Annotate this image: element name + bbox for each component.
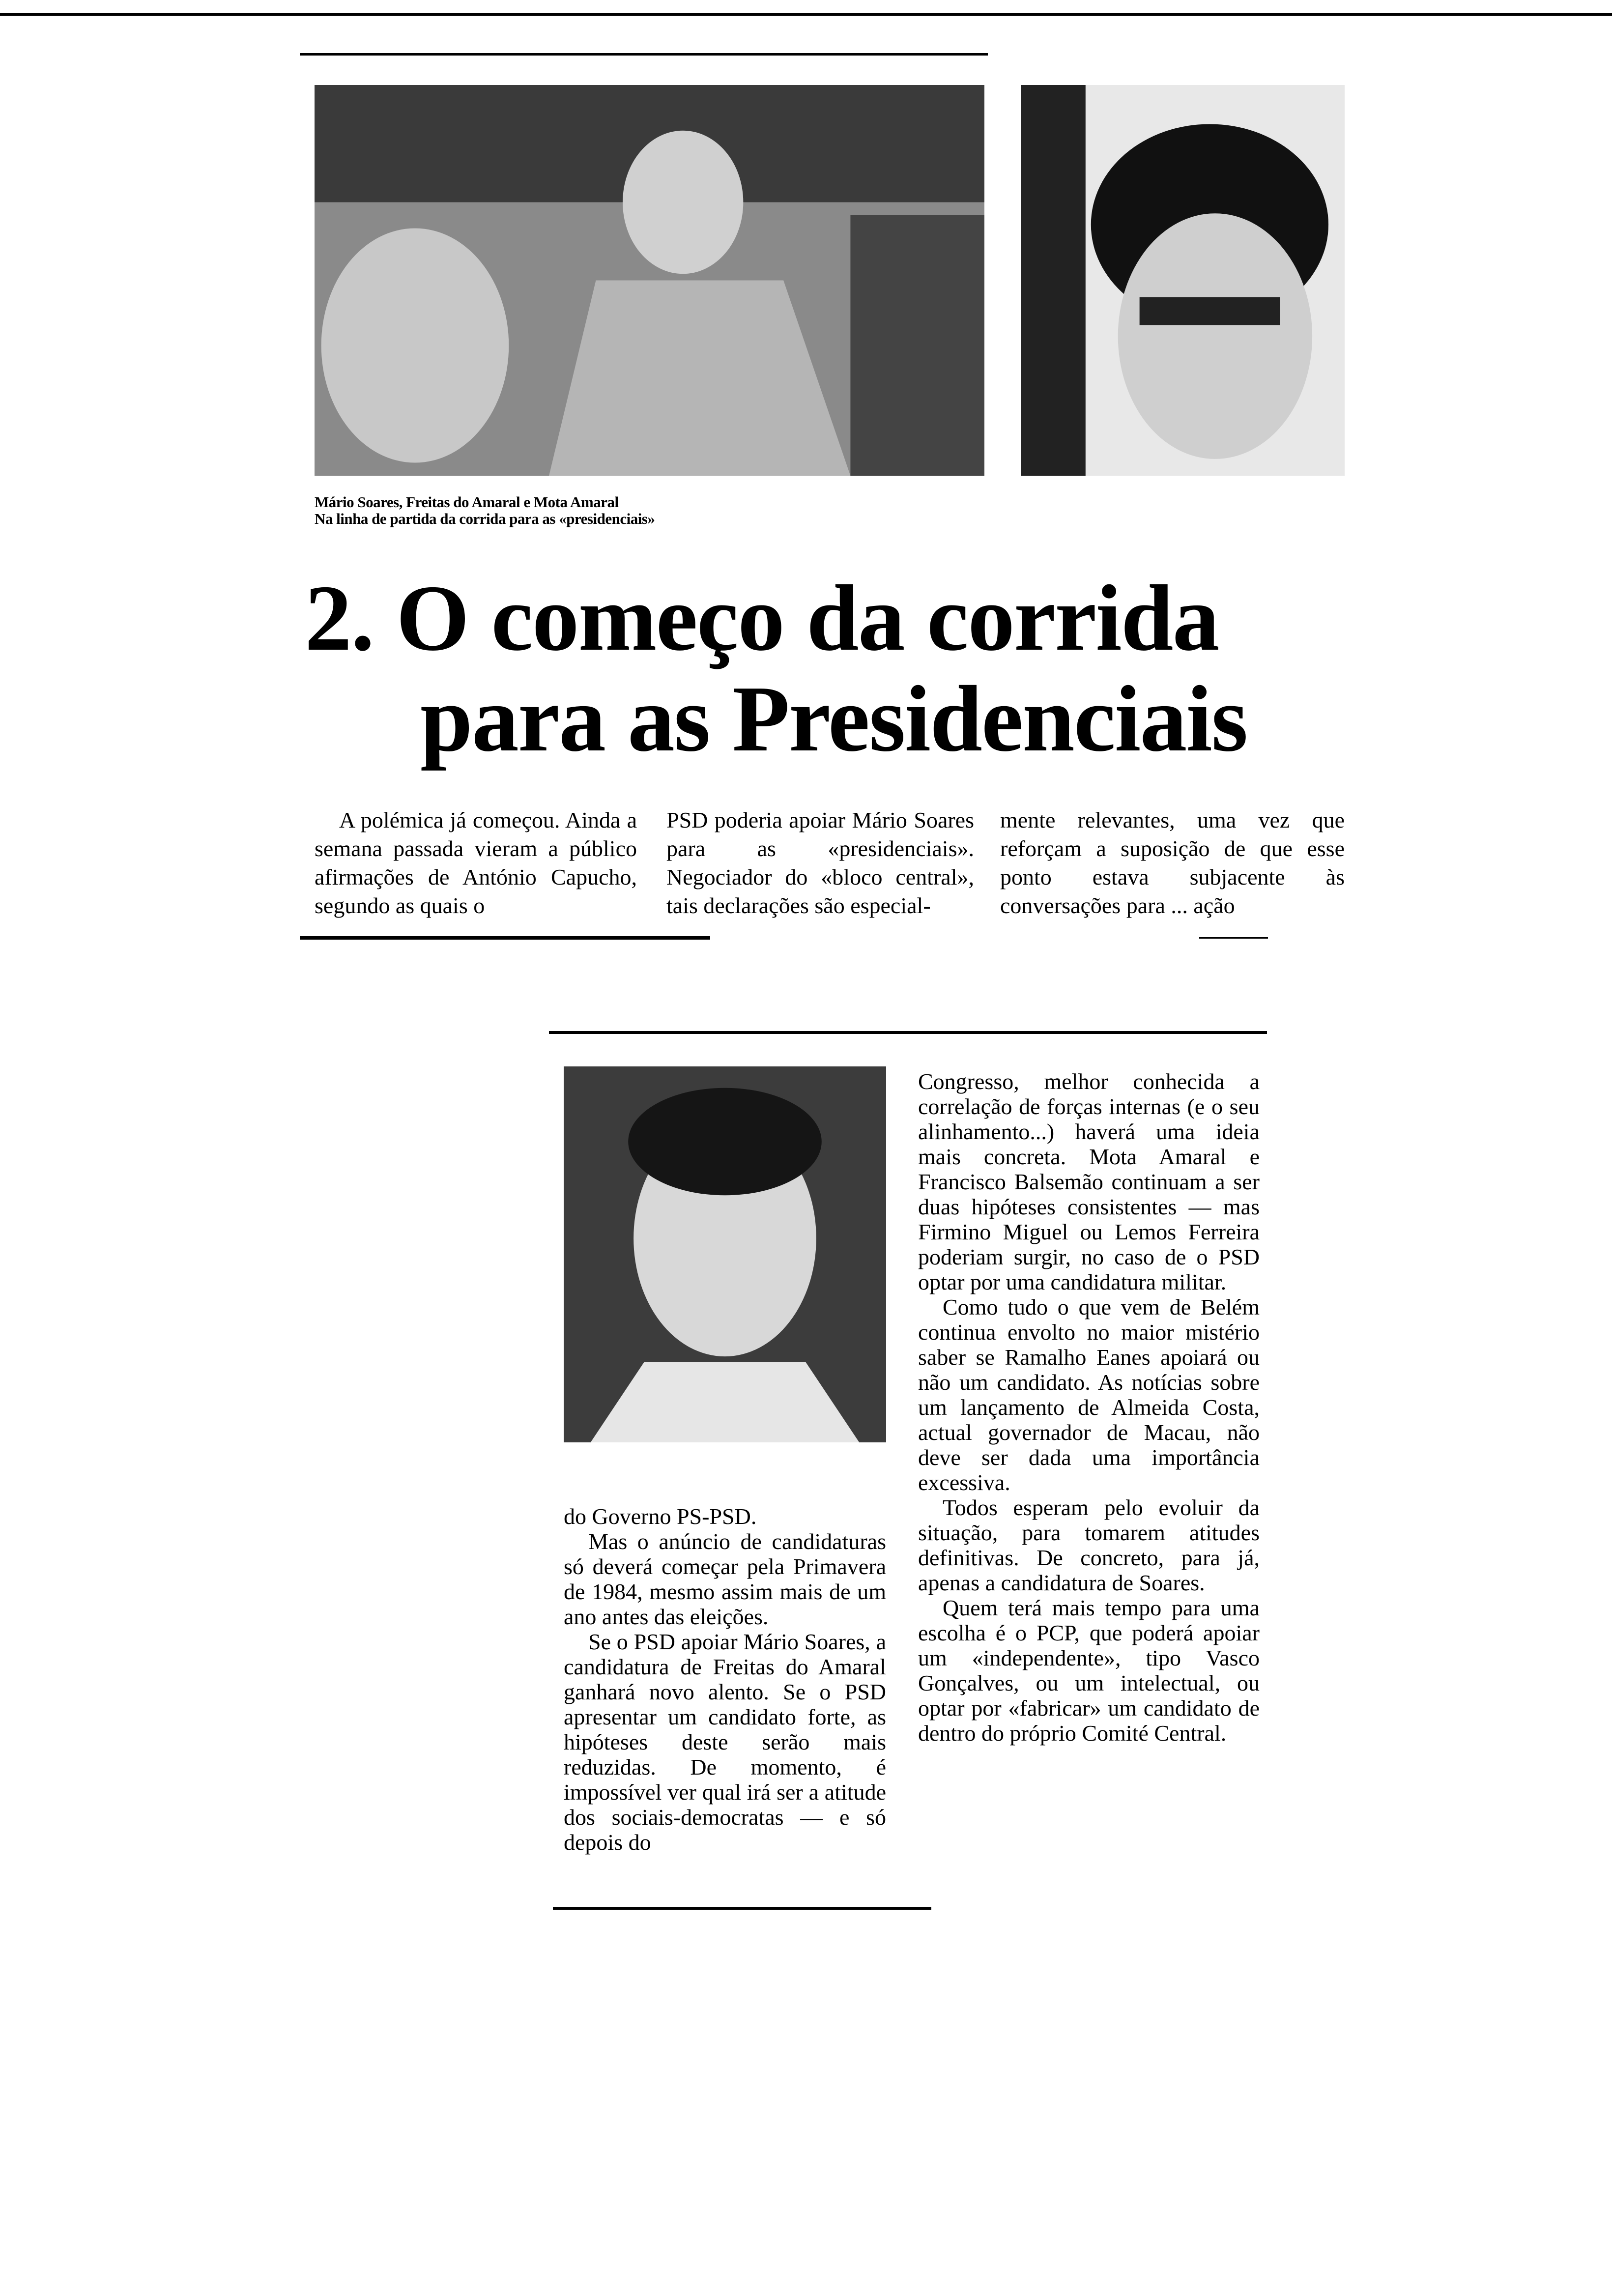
intro-column-3 (1000, 806, 1345, 920)
paragraph: Mas o anúncio de candidaturas só deverá começar pela Primavera de 1984, mesmo assim mais de um ano antes das eleições. (564, 1529, 886, 1629)
photo-mota-amaral (1021, 85, 1345, 476)
continuation-left-column (564, 1504, 886, 1855)
photo-portrait (564, 1066, 886, 1442)
intro-paragraph: mente relevantes, uma vez que reforçam a suposição de que esse ponto estava subjacente às conversações para ... ação (1000, 807, 1345, 918)
rule-below-intro (300, 936, 710, 940)
rule-above-continuation (549, 1031, 1267, 1034)
paragraph: Todos esperam pelo evoluir da situação, para tomarem atitudes definitivas. De concreto, para já, apenas a candidatura de Soares. (918, 1495, 1260, 1595)
photo-caption (315, 494, 655, 527)
intro-paragraph: A polémica já começou. Ainda a semana passada vieram a público afirmações de António Capucho, segundo as quais o (315, 807, 637, 918)
top-rule (0, 13, 1612, 16)
intro-paragraph: PSD poderia apoiar Mário Soares para as «presidenciais». Negociador do «bloco central», tais declarações são especial- (666, 807, 974, 918)
headline-line-1: 2. O começo da corrida (305, 566, 1219, 670)
intro-column-1 (315, 806, 637, 920)
caption-subtitle: Na linha de partida da corrida para as «presidenciais» (315, 510, 655, 527)
photo-soares-freitas (315, 85, 984, 476)
intro-column-2 (666, 806, 974, 920)
paragraph: Se o PSD apoiar Mário Soares, a candidatura de Freitas do Amaral ganhará novo alento. Se o PSD apresentar um candidato forte, as hipóteses deste serão mais reduzidas. De momento, é impossível ver qual irá ser a atitude dos sociais-democratas — e só depois do (564, 1629, 886, 1855)
rule-below-intro-right (1199, 937, 1268, 939)
paragraph: Como tudo o que vem de Belém continua envolto no maior mistério saber se Ramalho Eanes apoiará ou não um candidato. As notícias sobre um lançamento de Almeida Costa, actual governador de Macau, não deve ser dada uma importância excessiva. (918, 1294, 1260, 1495)
headline (305, 568, 1247, 769)
paragraph: do Governo PS-PSD. (564, 1504, 757, 1529)
headline-line-2: para as Presidenciais (420, 666, 1247, 771)
caption-names: Mário Soares, Freitas do Amaral e Mota Amaral (315, 493, 619, 511)
paragraph: Congresso, melhor conhecida a correlação de forças internas (e o seu alinhamento...) haverá uma ideia mais concreta. Mota Amaral e Francisco Balsemão continuam a ser duas hipóteses consistentes — mas Firmino Miguel ou Lemos Ferreira poderiam surgir, no caso de o PSD optar por uma candidatura militar. (918, 1069, 1260, 1294)
paragraph: Quem terá mais tempo para uma escolha é o PCP, que poderá apoiar um «independente», tipo Vasco Gonçalves, ou um intelectual, ou optar por «fabricar» um candidato de dentro do próprio Comité Central. (918, 1595, 1260, 1746)
rule-above-photos (300, 53, 988, 56)
bottom-rule (553, 1907, 931, 1910)
continuation-right-column (918, 1069, 1260, 1746)
